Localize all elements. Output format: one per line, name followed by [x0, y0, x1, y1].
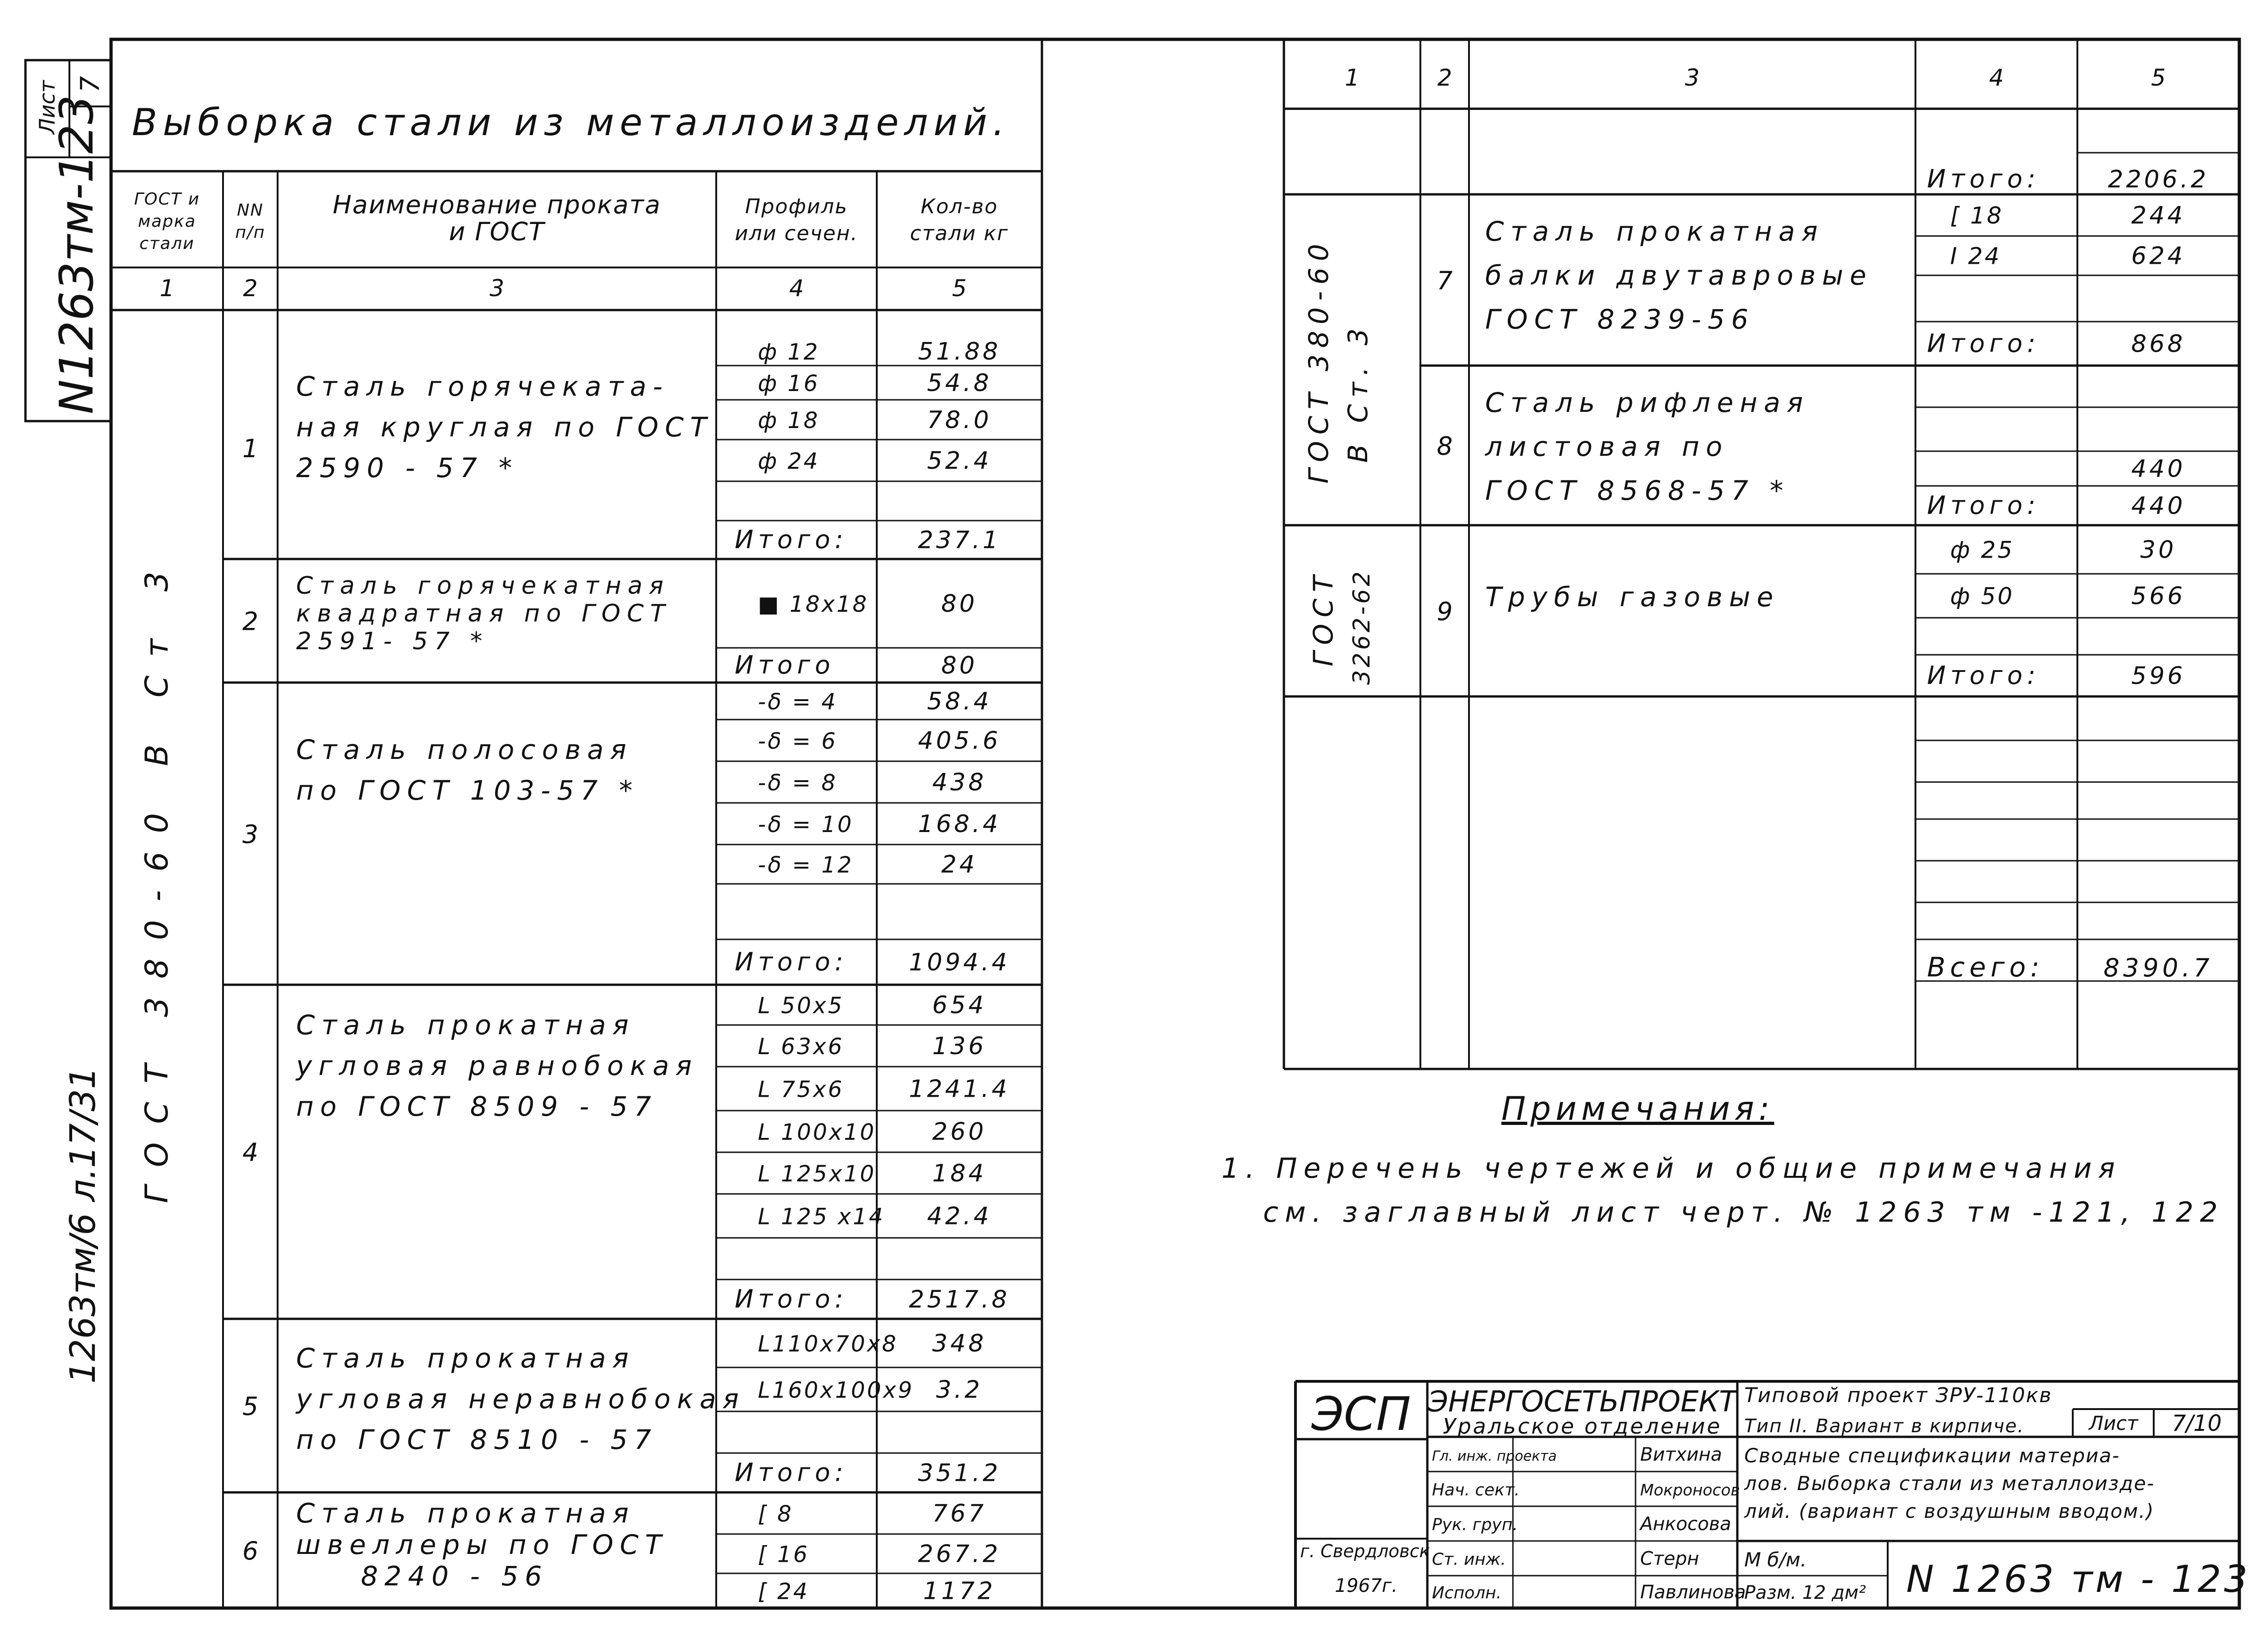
profile-cell: L160х100х9: [758, 1377, 914, 1404]
subtotal-label: Итого:: [735, 947, 848, 976]
subtotal-label: Итого:: [1927, 329, 2040, 358]
profile-cell: L 125х10: [758, 1161, 876, 1187]
side-note: 1263тм/6 л.17/31: [62, 1067, 103, 1384]
header-col1-line: стали: [139, 234, 195, 253]
profile-cell: L 75х6: [758, 1076, 844, 1103]
role-name: Витхина: [1640, 1444, 1723, 1466]
notes-line-1: 1. Перечень чертежей и общие примечания: [1221, 1152, 2122, 1185]
year: 1967г.: [1335, 1575, 1398, 1597]
item-name-line: 8240 - 56: [361, 1560, 549, 1592]
scale: М б/м.: [1744, 1548, 1807, 1571]
header-col3-line: и ГОСТ: [449, 217, 545, 246]
profile-cell: ф 24: [758, 448, 820, 474]
title-block: [1300, 1384, 2250, 1603]
column-number: 2: [1437, 64, 1452, 91]
drawing-description-line: лов. Выборка стали из металлоизде-: [1744, 1472, 2155, 1495]
mass-cell: 54.8: [927, 369, 992, 397]
notes-line-2: см. заглавный лист черт. № 1263 тм -121, 122: [1263, 1196, 2225, 1229]
profile-cell: ф 50: [1950, 583, 2014, 610]
item-name-line: 2591- 57 *: [296, 627, 489, 655]
drawing-description-line: Сводные спецификации материа-: [1744, 1444, 2120, 1467]
project-title: Типовой проект ЗРУ-110кв: [1744, 1384, 2052, 1407]
notes-heading: Примечания:: [1501, 1090, 1774, 1128]
drawing-description-line: лий. (вариант с воздушным вводом.): [1744, 1500, 2155, 1522]
mass-cell: 184: [932, 1160, 987, 1187]
profile-cell: L 63х6: [758, 1034, 844, 1060]
subtotal-label: Итого:: [735, 525, 848, 554]
mass-cell: 51.88: [918, 338, 1001, 366]
subtotal-value: 2517.8: [909, 1286, 1010, 1314]
mass-cell: 405.6: [918, 727, 1001, 755]
row-number: 1: [242, 434, 259, 463]
header-col5-line: Кол-во: [920, 195, 998, 218]
item-name-line: швеллеры по ГОСТ: [296, 1529, 668, 1560]
role-name: Мокроносов: [1640, 1481, 1740, 1500]
item-name-line: листовая по: [1485, 431, 1729, 462]
item-name-line: Сталь прокатная: [1485, 216, 1824, 247]
item-name-line: квадратная по ГОСТ: [296, 600, 672, 627]
subtotal-value: 351.2: [918, 1459, 1001, 1487]
mass-cell: 566: [2131, 582, 2186, 610]
mass-cell: 24: [941, 851, 978, 879]
item-name-line: Сталь рифленая: [1485, 387, 1809, 418]
item-name-line: угловая равнобокая: [296, 1050, 699, 1081]
mass-cell: 244: [2131, 202, 2186, 230]
row-number: 2: [242, 607, 259, 636]
header-col3-line: Наименование проката: [333, 190, 661, 219]
steel-grade-label: ГОСТ 380-60: [1303, 237, 1334, 484]
column-number: 5: [952, 275, 967, 302]
item-name-line: Трубы газовые: [1485, 581, 1780, 613]
profile-cell: L110х70х8: [758, 1331, 898, 1357]
item-name-line: Сталь прокатная: [296, 1009, 635, 1041]
subtotal-value: 868: [2131, 330, 2186, 358]
column-number: 5: [2151, 64, 2166, 91]
profile-cell: ф 12: [758, 339, 820, 365]
item-name-line: по ГОСТ 8509 - 57: [296, 1091, 658, 1122]
left-table-title: Выборка стали из металлоизделий.: [132, 101, 1010, 144]
mass-cell: 267.2: [918, 1540, 1001, 1568]
item-name-line: балки двутавровые: [1485, 260, 1873, 291]
mass-cell: 260: [932, 1118, 987, 1146]
column-number: 4: [789, 275, 804, 302]
profile-cell: -δ = 4: [758, 689, 837, 715]
profile-cell: -δ = 12: [758, 852, 854, 878]
row-number: 7: [1437, 266, 1453, 295]
carry-over-value: 2206.2: [2108, 166, 2209, 193]
subtotal-value: 596: [2131, 662, 2186, 690]
profile-cell: ф 25: [1950, 536, 2014, 564]
grand-total-value: 8390.7: [2103, 953, 2213, 982]
org-name: ЭНЕРГОСЕТЬПРОЕКТ: [1428, 1385, 1737, 1418]
role-title: Исполн.: [1432, 1584, 1502, 1603]
mass-cell: 30: [2140, 536, 2177, 564]
role-name: Анкосова: [1640, 1513, 1731, 1535]
mass-cell: 3.2: [936, 1376, 983, 1404]
role-title: Ст. инж.: [1432, 1550, 1506, 1569]
role-name: Павлинова: [1640, 1582, 1746, 1603]
row-number: 3: [242, 820, 259, 849]
header-col1-line: марка: [138, 212, 196, 231]
item-name-line: ГОСТ 8568-57 *: [1485, 475, 1790, 506]
steel-grade-label: ГОСТ: [1308, 569, 1339, 666]
item-name-line: угловая неравнобокая: [296, 1383, 745, 1415]
subtotal-value: 80: [941, 652, 978, 680]
project-variant: Тип II. Вариант в кирпиче.: [1744, 1416, 2025, 1437]
drawing-number: N 1263 тм - 123: [1906, 1558, 2250, 1601]
subtotal-value: 1094.4: [909, 949, 1010, 976]
mass-cell: 136: [932, 1032, 987, 1060]
column-number: 1: [1345, 64, 1360, 91]
mass-cell: 80: [941, 590, 978, 618]
city: г. Свердловск: [1300, 1541, 1430, 1561]
profile-cell: ф 16: [758, 371, 820, 397]
mass-cell: 78.0: [927, 406, 992, 434]
item-name-line: по ГОСТ 8510 - 57: [296, 1424, 658, 1455]
left-table: [134, 190, 1010, 1605]
row-number: 8: [1437, 431, 1453, 461]
header-col4-line: или сечен.: [735, 222, 858, 245]
profile-cell: [ 16: [758, 1541, 810, 1568]
item-name-line: Сталь горячеката-: [296, 371, 669, 402]
steel-grade-label: ГОСТ 380-60 В Ст 3: [139, 553, 175, 1203]
header-col5-line: стали кг: [910, 222, 1009, 245]
mass-cell: 42.4: [927, 1202, 992, 1230]
item-name-line: Сталь полосовая: [296, 734, 633, 765]
profile-cell: I 24: [1950, 242, 2002, 270]
sheet-stamp-label: Лист: [35, 80, 60, 134]
grand-total-label: Всего:: [1927, 951, 2044, 983]
item-name-line: по ГОСТ 103-57 *: [296, 775, 639, 806]
mass-cell: 1172: [923, 1577, 996, 1605]
org-department: Уральское отделение: [1443, 1414, 1722, 1439]
profile-cell: ф 18: [758, 408, 820, 434]
profile-cell: -δ = 8: [758, 770, 837, 796]
subtotal-label: Итого:: [735, 1458, 848, 1487]
role-title: Рук. груп.: [1432, 1515, 1518, 1534]
header-col4-line: Профиль: [745, 195, 848, 218]
item-name-line: 2590 - 57 *: [296, 452, 519, 484]
carry-over-label: Итого:: [1927, 164, 2040, 193]
profile-cell: -δ = 10: [758, 812, 854, 838]
subtotal-label: Итого:: [1927, 491, 2040, 520]
item-name-line: Сталь прокатная: [296, 1342, 635, 1374]
steel-grade-label: В Ст. 3: [1342, 322, 1374, 463]
steel-grade-label: 3262-62: [1348, 569, 1375, 685]
org-logo: ЭСП: [1311, 1387, 1411, 1441]
column-number: 3: [1685, 64, 1700, 91]
header-col2-line: п/п: [235, 223, 266, 242]
profile-cell: L 125 х14: [758, 1204, 885, 1230]
profile-cell: [ 8: [758, 1501, 793, 1527]
sheet-value: 7/10: [2172, 1410, 2222, 1436]
row-number: 5: [242, 1392, 259, 1421]
item-name-line: ная круглая по ГОСТ: [296, 411, 713, 443]
mass-cell: 58.4: [927, 688, 992, 715]
sheet-stamp-number: 7: [75, 76, 105, 93]
side-drawing-code: N1263тм-123: [50, 95, 104, 414]
header-col2-line: NN: [237, 201, 264, 220]
profile-cell: L 50х5: [758, 993, 844, 1019]
item-name-line: Сталь прокатная: [296, 1497, 635, 1529]
mass-cell: 438: [932, 769, 987, 796]
column-number: 4: [1989, 64, 2004, 91]
subtotal-label: Итого: [735, 650, 835, 680]
mass-cell: 348: [932, 1329, 987, 1358]
profile-cell: L 100х10: [758, 1119, 876, 1145]
subtotal-value: 440: [2131, 492, 2186, 520]
profile-cell: -δ = 6: [758, 728, 837, 754]
profile-cell: [ 24: [758, 1578, 810, 1605]
mass-cell: 1241.4: [909, 1075, 1010, 1103]
item-name-line: Сталь горячекатная: [296, 572, 670, 600]
profile-cell: [ 18: [1950, 202, 2004, 229]
role-name: Стерн: [1640, 1548, 1699, 1570]
row-number: 4: [242, 1138, 259, 1167]
subtotal-value: 237.1: [918, 526, 1001, 554]
sheet-size: Разм. 12 дм²: [1744, 1582, 1866, 1603]
mass-cell: 168.4: [918, 810, 1001, 838]
subtotal-label: Итого:: [735, 1284, 848, 1314]
item-name-line: ГОСТ 8239-56: [1485, 304, 1755, 335]
column-number: 1: [160, 275, 174, 302]
row-number: 9: [1437, 597, 1453, 626]
mass-cell: 654: [932, 991, 987, 1019]
column-number: 2: [243, 275, 258, 302]
profile-cell: ■ 18х18: [758, 591, 869, 617]
mass-cell: 52.4: [927, 447, 992, 475]
right-table-grid: [1284, 39, 2239, 1069]
sheet-label: Лист: [2088, 1412, 2138, 1435]
role-title: Нач. сект.: [1432, 1480, 1520, 1500]
role-title: Гл. инж. проекта: [1432, 1448, 1557, 1465]
row-number: 6: [242, 1536, 259, 1565]
column-number: 3: [490, 275, 504, 302]
mass-cell: 624: [2131, 242, 2186, 270]
subtotal-label: Итого:: [1927, 661, 2040, 690]
mass-cell: 767: [932, 1500, 987, 1528]
header-col1-line: ГОСТ и: [134, 190, 200, 209]
mass-cell: 440: [2131, 455, 2186, 483]
